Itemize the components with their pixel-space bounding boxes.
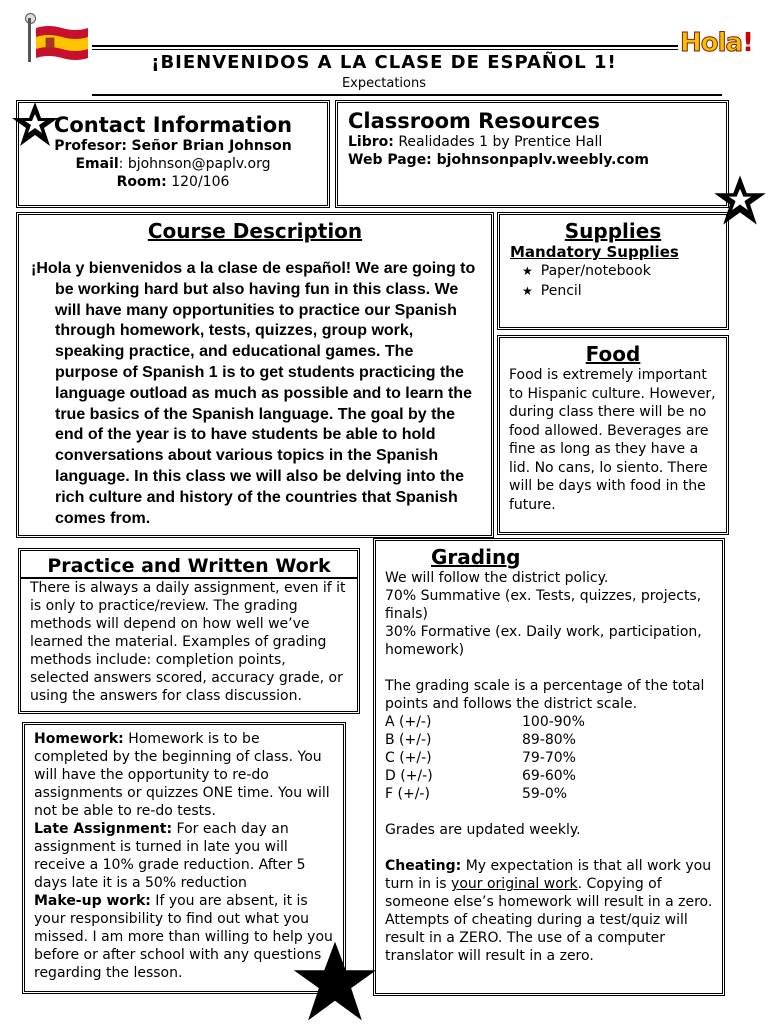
grading-scale-intro: The grading scale is a percentage of the total points and follows the district scale.: [385, 678, 705, 712]
star-bullet-icon: ★: [522, 264, 533, 278]
resources-heading: Classroom Resources: [348, 109, 601, 133]
practice-heading: Practice and Written Work: [47, 555, 331, 577]
contact-heading: Contact Information: [53, 113, 293, 137]
cheating-paragraph: Cheating: My expectation is that all work you turn in is your original work. Copying of someone else’s homework will result in a zero. Attempts of cheating during a test/quiz will result in a ZERO. The use of a computer translator will result in a zero.: [385, 858, 713, 964]
contact-room: Room: 120/106: [116, 174, 230, 190]
table-row: C (+/-) 79-70%: [385, 750, 576, 766]
practice-section: [18, 548, 360, 714]
table-row: D (+/-) 69-60%: [385, 768, 576, 784]
late-assignment-paragraph: Late Assignment: For each day an assignment is turned in late you will receive a 10% grade reduction. After 5 days late it is a 50% reduction: [34, 821, 306, 891]
grading-section: [373, 538, 725, 996]
contact-email: Email: bjohnson@paplv.org: [75, 156, 271, 172]
food-heading: Food: [585, 342, 641, 366]
hola-logo: Hola!: [680, 28, 753, 58]
course-text: ¡Hola y bienvenidos a la clase de español! We are going to be working hard but also having fun in this class. We will have many opportunities to practice our Spanish through homework, tests, quizzes, group work, speaking practice, and educational games. The purpose of Spanish 1 is to get students practicing the language outload as much as possible and to learn the true basics of the Spanish language. The goal by the end of the year is to have students be able to hold conversations about various topics in the Spanish language. In this class we will also be delving into the rich culture and history of the countries that Spanish comes from.: [31, 260, 476, 527]
grading-updated: Grades are updated weekly.: [385, 822, 581, 838]
table-row: F (+/-) 59-0%: [385, 786, 568, 802]
food-section: [497, 335, 729, 535]
list-item: ★ Paper/notebook: [522, 263, 651, 279]
grading-summative: 70% Summative (ex. Tests, quizzes, projects, finals): [385, 588, 702, 622]
page-title: ¡BIENVENIDOS A LA CLASE DE ESPAÑOL 1!: [151, 52, 617, 73]
star-bullet-icon: ★: [522, 284, 533, 298]
food-text: Food is extremely important to Hispanic culture. However, during class there will be no food allowed. Beverages are fine as long as they have a lid. No cans, lo siento. There will be days with food in the future.: [509, 367, 716, 513]
resources-section: [335, 100, 729, 208]
page-subtitle: Expectations: [341, 76, 427, 91]
table-row: A (+/-) 100-90%: [385, 714, 585, 730]
star-icon: [712, 172, 768, 228]
makeup-work-paragraph: Make-up work: If you are absent, it is your responsibility to find out what you missed. I am more than willing to help you before or after school with any questions regarding the lesson.: [34, 893, 333, 981]
supplies-section: [497, 212, 729, 330]
course-section: [16, 212, 494, 538]
star-icon: [290, 938, 380, 1024]
homework-paragraph: Homework: Homework is to be completed by the beginning of class. You will have the opportunity to re-do assignments or quizzes ONE time. You will not be able to re-do tests.: [34, 731, 330, 819]
star-icon: [10, 100, 60, 148]
supplies-subheading: Mandatory Supplies: [510, 243, 679, 261]
resources-web: Web Page: bjohnsonpaplv.weebly.com: [348, 152, 649, 168]
supplies-heading: Supplies: [564, 219, 662, 243]
practice-text: There is always a daily assignment, even if it is only to practice/review. The grading methods will depend on how well we’ve learned the material. Examples of grading methods include: completion points, selected answers scored, accuracy grade, or using the answers for class discussion.: [21, 577, 357, 705]
table-row: B (+/-) 89-80%: [385, 732, 576, 748]
course-heading: Course Description: [147, 219, 363, 243]
grading-formative: 30% Formative (ex. Daily work, participation, homework): [385, 624, 702, 658]
grading-scale-table: [385, 713, 713, 803]
grading-line1: We will follow the district policy.: [385, 570, 609, 586]
subtitle-rule: [92, 94, 722, 96]
list-item: ★ Pencil: [522, 283, 582, 299]
grading-heading: Grading: [431, 545, 521, 569]
contact-section: [16, 100, 330, 208]
header-rule: [92, 45, 678, 47]
contact-profesor: Profesor: Señor Brian Johnson: [54, 138, 292, 154]
resources-libro: Libro: Realidades 1 by Prentice Hall: [348, 134, 603, 150]
supplies-list: [510, 261, 716, 301]
header-rule-thin: [92, 49, 678, 50]
